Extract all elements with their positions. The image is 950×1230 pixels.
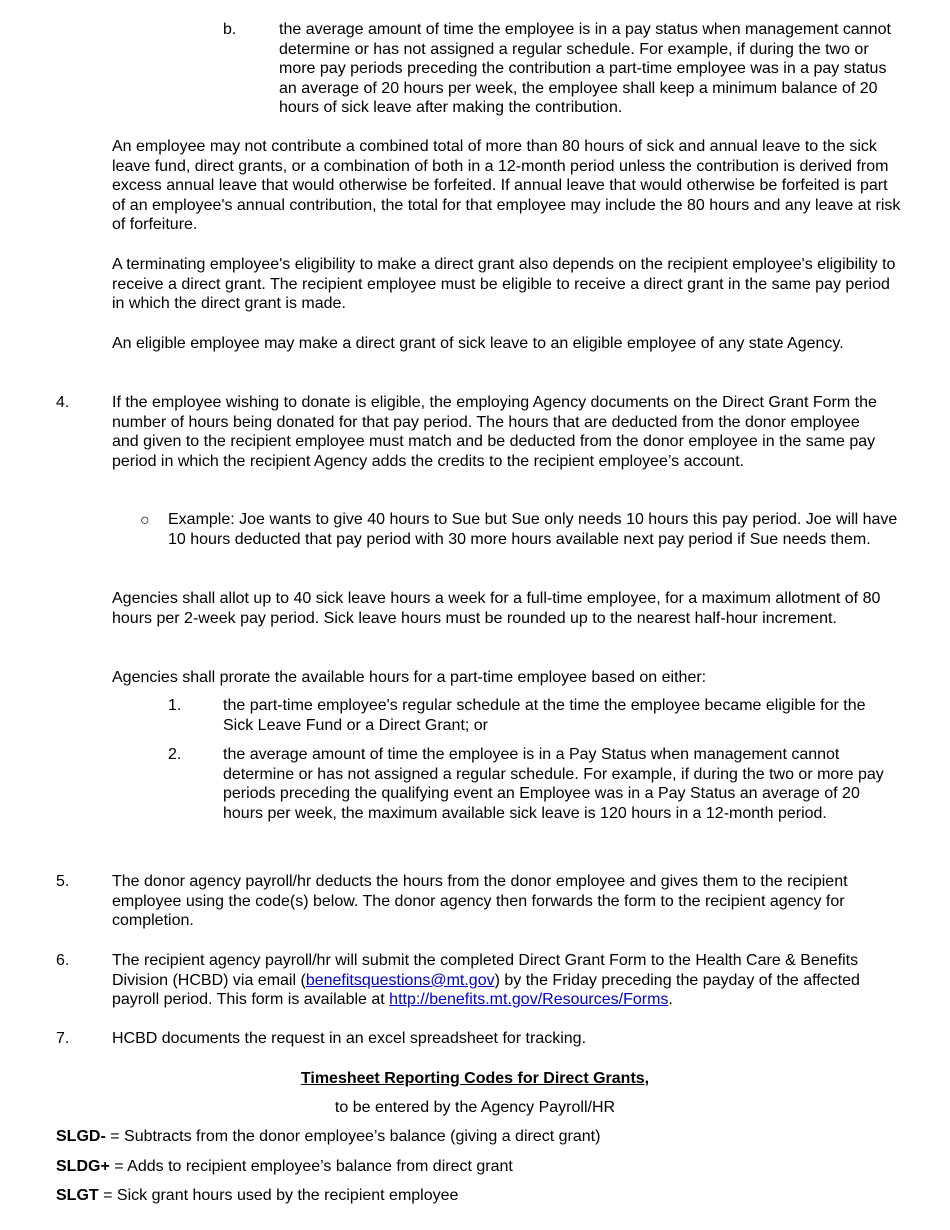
item-6-text-c: . <box>668 991 673 1009</box>
item-4-text: If the employee wishing to donate is eligible, the employing Agency documents on the Direct Grant Form the number of hours being donated for that pay period. The hours that are deducted from the donor employee and given to the recipient employee must match and be deducted from the donor employee in the same pay period in which the recipient Agency adds the credits to the recipient employee’s account. <box>112 394 877 470</box>
paragraph-eligible-employee: An eligible employee may make a direct grant of sick leave to an eligible employee of any state Agency. <box>112 335 844 352</box>
forms-url-link[interactable]: http://benefits.mt.gov/Resources/Forms <box>389 991 669 1009</box>
paragraph-contribution-limit: An employee may not contribute a combined total of more than 80 hours of sick and annual leave to the sick leave fund, direct grants, or a combination of both in a 12-month period unless the contribution is derived from excess annual leave that would otherwise be forfeited. If annual leave that would otherwise be forfeited is part of an employee's annual contribution, the total for that employee may include the 80 hours and any leave at risk of forfeiture. <box>112 138 901 234</box>
example-text: Example: Joe wants to give 40 hours to Sue but Sue only needs 10 hours this pay period. Joe will have 10 hours deducted that pay period with 30 more hours available next pay period if Sue needs them. <box>168 511 898 548</box>
paragraph-allotment: Agencies shall allot up to 40 sick leave hours a week for a full-time employee, for a maximum allotment of 80 hours per 2-week pay period. Sick leave hours must be rounded up to the nearest half-hour increment. <box>112 590 881 627</box>
sub-item-1-label: 1. <box>168 697 182 714</box>
paragraph-terminating-employee: A terminating employee's eligibility to make a direct grant also depends on the recipient employee's eligibility to receive a direct grant. The recipient employee must be eligible to receive a direct grant in the same pay period in which the direct grant is made. <box>112 256 896 313</box>
item-5-text: The donor agency payroll/hr deducts the hours from the donor employee and gives them to the recipient employee using the code(s) below. The donor agency then forwards the form to the recipient agency for completion. <box>112 873 848 930</box>
codes-subheading: to be entered by the Agency Payroll/HR <box>334 1099 616 1116</box>
codes-heading: Timesheet Reporting Codes for Direct Grants, <box>300 1070 650 1087</box>
code-row <box>56 1157 906 1177</box>
item-4-label: 4. <box>56 394 70 411</box>
code-description: = Adds to recipient employee’s balance from direct grant <box>109 1158 513 1175</box>
code-name: SLGD- <box>56 1128 106 1145</box>
item-7-label: 7. <box>56 1030 70 1047</box>
sub-item-1-text: the part-time employee's regular schedule at the time the employee became eligible for the Sick Leave Fund or a Direct Grant; or <box>223 697 866 734</box>
code-description: = Sick grant hours used by the recipient employee <box>98 1187 459 1204</box>
code-description: = Subtracts from the donor employee’s balance (giving a direct grant) <box>105 1128 601 1145</box>
item-6-text-a: The recipient agency payroll/hr will submit the completed Direct Grant Form to the Health Care & Benefits Division (HCBD) via email ( <box>112 952 859 989</box>
item-6-text-b: ) by the Friday preceding the payday of the affected payroll period. This form is available at <box>112 971 860 1009</box>
item-5-label: 5. <box>56 873 70 890</box>
item-b-text: the average amount of time the employee is in a pay status when management cannot determine or has not assigned a regular schedule. For example, if during the two or more pay periods preceding the contribution a part-time employee was in a pay status an average of 20 hours per week, the employee shall keep a minimum balance of 20 hours of sick leave after making the contribution. <box>279 21 891 117</box>
email-link[interactable]: benefitsquestions@mt.gov <box>305 971 495 989</box>
paragraph-prorate: Agencies shall prorate the available hours for a part-time employee based on either: <box>112 669 707 686</box>
item-6-label: 6. <box>56 952 70 969</box>
bullet-icon: ○ <box>140 512 150 529</box>
code-name: SLGT <box>56 1187 99 1204</box>
code-row <box>56 1186 906 1206</box>
item-b-label: b. <box>223 21 237 38</box>
item-6-text <box>112 951 902 1010</box>
item-7-text: HCBD documents the request in an excel spreadsheet for tracking. <box>112 1030 587 1047</box>
sub-item-2-label: 2. <box>168 746 182 763</box>
code-name: SLDG+ <box>56 1158 110 1175</box>
code-row <box>56 1127 906 1147</box>
sub-item-2-text: the average amount of time the employee is in a Pay Status when management cannot determine or has not assigned a regular schedule. For example, if during the two or more pay periods preceding the qualifying event an Employee was in a Pay Status an average of 20 hours per week, the maximum available sick leave is 120 hours in a 12-month period. <box>223 746 884 822</box>
